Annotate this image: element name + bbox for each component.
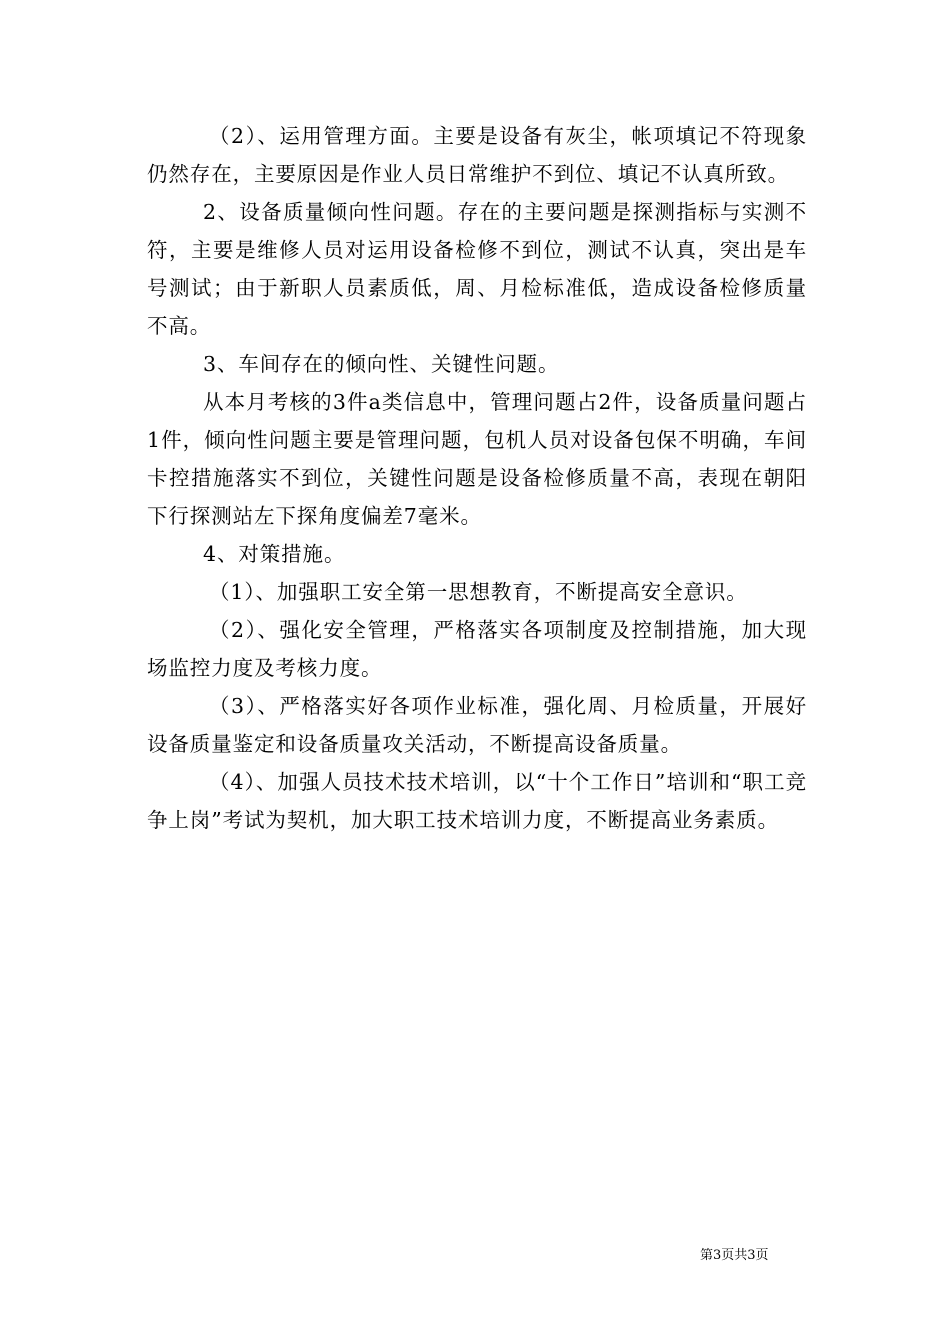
paragraph-measure-3: （3）、严格落实好各项作业标准，强化周、月检质量，开展好设备质量鉴定和设备质量攻关活动，不断提高设备质量。 [147,694,807,756]
paragraph-measure-1: （1）、加强职工安全第一思想教育，不断提高安全意识。 [209,580,748,604]
document-body [147,117,807,839]
page-number-footer: 第3页共3页 [700,1248,769,1263]
paragraph-countermeasures-heading: 4、对策措施。 [203,542,346,566]
paragraph-measure-2: （2）、强化安全管理，严格落实各项制度及控制措施，加大现场监控力度及考核力度。 [147,618,807,680]
paragraph-workshop-issues-heading: 3、车间存在的倾向性、关键性问题。 [203,352,560,376]
paragraph-operation-management: （2）、运用管理方面。主要是设备有灰尘，帐项填记不符现象仍然存在，主要原因是作业人员日常维护不到位、填记不认真所致。 [147,124,807,186]
paragraph-measure-4: （4）、加强人员技术技术培训，以“十个工作日”培训和“职工竞争上岗”考试为契机，加大职工技术培训力度，不断提高业务素质。 [147,770,807,832]
paragraph-equipment-quality: 2、设备质量倾向性问题。存在的主要问题是探测指标与实测不符，主要是维修人员对运用设备检修不到位，测试不认真，突出是车号测试；由于新职人员素质低，周、月检标准低，造成设备检修质量不高。 [147,200,807,338]
paragraph-monthly-assessment: 从本月考核的3件a类信息中，管理问题占2件，设备质量问题占1件，倾向性问题主要是管理问题，包机人员对设备包保不明确，车间卡控措施落实不到位，关键性问题是设备检修质量不高，表现在朝阳下行探测站左下探角度偏差7毫米。 [147,390,807,528]
